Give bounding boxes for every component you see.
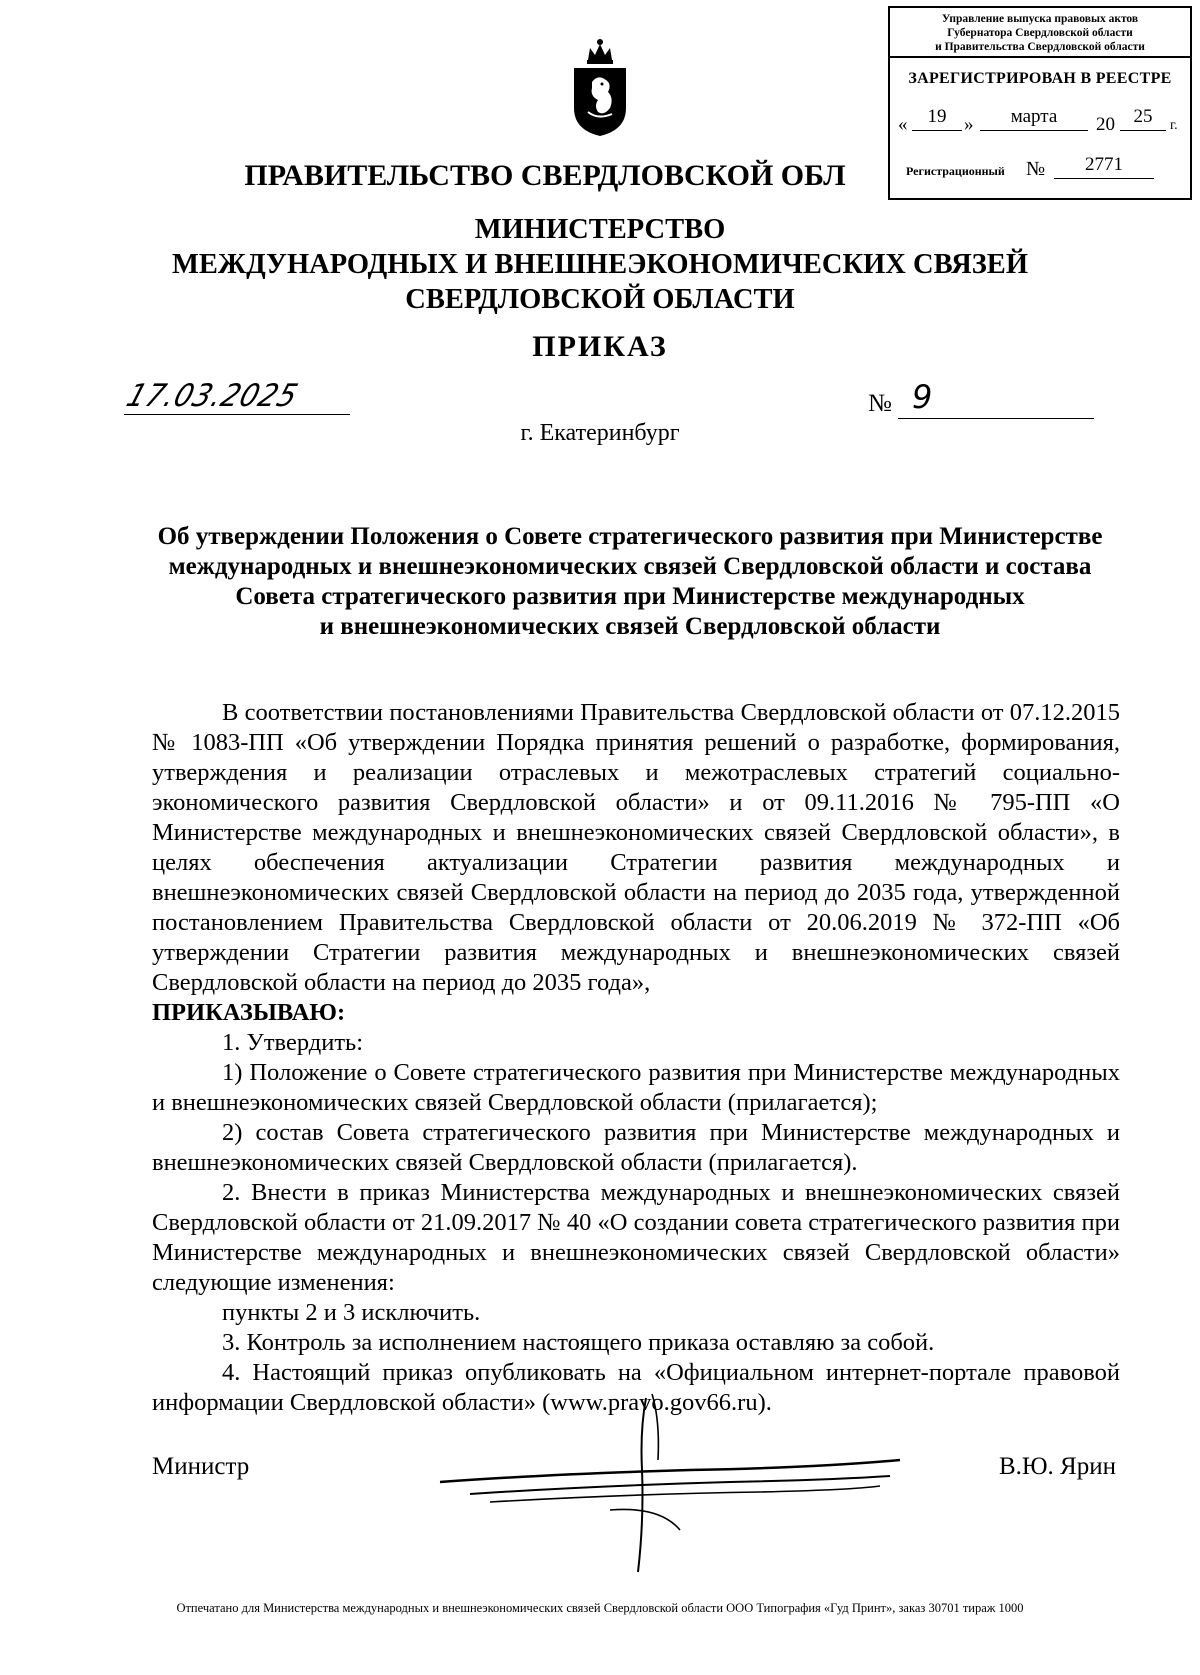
paragraph-1: 1. Утвердить:	[222, 1029, 364, 1056]
title-line: Об утверждении Положения о Совете стратегического развития при Министерстве	[157, 523, 1103, 550]
title-line: Совета стратегического развития при Министерстве международных	[235, 583, 1025, 610]
stamp-month: марта	[980, 106, 1088, 131]
order-date-handwritten: 17.03.2025	[122, 378, 303, 414]
print-footer: Отпечатано для Министерства международных и внешнеэкономических связей Свердловской области ООО Типография «Гуд Принт», заказ 30701 тираж 1000	[176, 1601, 1024, 1615]
stamp-office-line: Управление выпуска правовых актов	[941, 13, 1139, 25]
stamp-date	[898, 106, 1188, 142]
document-title	[140, 522, 1120, 642]
stamp-office	[890, 8, 1190, 58]
order-number-handwritten: 9	[912, 378, 933, 416]
ministry-line: СВЕРДЛОВСКОЙ ОБЛАСТИ	[405, 284, 795, 315]
stamp-day: 19	[912, 106, 962, 131]
ministry-line: МИНИСТЕРСТВО	[474, 214, 726, 245]
document-type: ПРИКАЗ	[532, 330, 668, 363]
stamp-num-sign: №	[1026, 158, 1046, 180]
title-line: международных и внешнеэкономических связей Свердловской области и состава	[168, 553, 1092, 580]
ministry-title	[0, 212, 1200, 317]
order-number	[868, 378, 1098, 422]
paragraph-1-1: 1) Положение о Совете стратегического развития при Министерстве международных и внешнеэкономических связей Свердловской области (прилагается);	[152, 1059, 1120, 1116]
signature-mark	[430, 1390, 930, 1580]
paragraph-2-1: пункты 2 и 3 исключить.	[222, 1299, 481, 1326]
signer-name: В.Ю. Ярин	[998, 1453, 1116, 1480]
stamp-registered-label: ЗАРЕГИСТРИРОВАН В РЕЕСТРЕ	[908, 70, 1172, 87]
city: г. Екатеринбург	[520, 420, 680, 446]
paragraph-3: 3. Контроль за исполнением настоящего приказа оставляю за собой.	[222, 1329, 935, 1356]
stamp-reg-label: Регистрационный	[906, 164, 1005, 178]
paragraph-4: 4. Настоящий приказ опубликовать на «Официальном интернет-портале правовой информации Свердловской области» (www.pravo.gov66.ru).	[152, 1359, 1120, 1416]
stamp-year-prefix: 20	[1096, 114, 1115, 135]
stamp-reg-number: 2771	[1054, 154, 1154, 179]
order-number-label: №	[868, 390, 892, 417]
government-title: ПРАВИТЕЛЬСТВО СВЕРДЛОВСКОЙ ОБЛ	[244, 159, 846, 192]
order-number-line	[898, 418, 1094, 419]
stamp-office-line: и Правительства Свердловской области	[935, 41, 1145, 53]
order-word: ПРИКАЗЫВАЮ:	[152, 999, 346, 1026]
paragraph-1-2: 2) состав Совета стратегического развития при Министерстве международных и внешнеэкономических связей Свердловской области (прилагается).	[152, 1119, 1120, 1176]
coat-of-arms-icon	[568, 38, 632, 138]
document-body	[152, 698, 1120, 1418]
signer-position: Министр	[152, 1453, 250, 1480]
preamble-paragraph: В соответствии постановлениями Правительства Свердловской области от 07.12.2015 № 1083-ПП «Об утверждении Порядка принятия решений о разработке, формирования, утверждения и реализации отраслевых и межотраслевых стратегий социально-экономического развития Свердловской области» и от 09.11.2016 № 795-ПП «О Министерстве международных и внешнеэкономических связей Свердловской области», в целях обеспечения актуализации Стратегии развития международных и внешнеэкономических связей Свердловской области на период до 2035 года, утвержденной постановлением Правительства Свердловской области от 20.06.2019 № 372-ПП «Об утверждении Стратегии развития международных и внешнеэкономических связей Свердловской области на период до 2035 года»,	[152, 699, 1120, 996]
ministry-line: МЕЖДУНАРОДНЫХ И ВНЕШНЕЭКОНОМИЧЕСКИХ СВЯЗЕЙ	[171, 249, 1028, 280]
stamp-office-line: Губернатора Свердловской области	[947, 27, 1133, 39]
order-date	[122, 378, 354, 418]
stamp-quote-close: »	[964, 114, 974, 135]
title-line: и внешнеэкономических связей Свердловской области	[319, 613, 941, 640]
order-date-line	[124, 414, 350, 415]
stamp-quote-open: «	[898, 114, 908, 135]
stamp-year-suffix: 25	[1120, 106, 1166, 131]
paragraph-2: 2. Внести в приказ Министерства международных и внешнеэкономических связей Свердловской области от 21.09.2017 № 40 «О создании совета стратегического развития при Министерстве международных и внешнеэкономических связей Свердловской области» следующие изменения:	[152, 1179, 1120, 1296]
stamp-year-unit: г.	[1170, 118, 1178, 133]
